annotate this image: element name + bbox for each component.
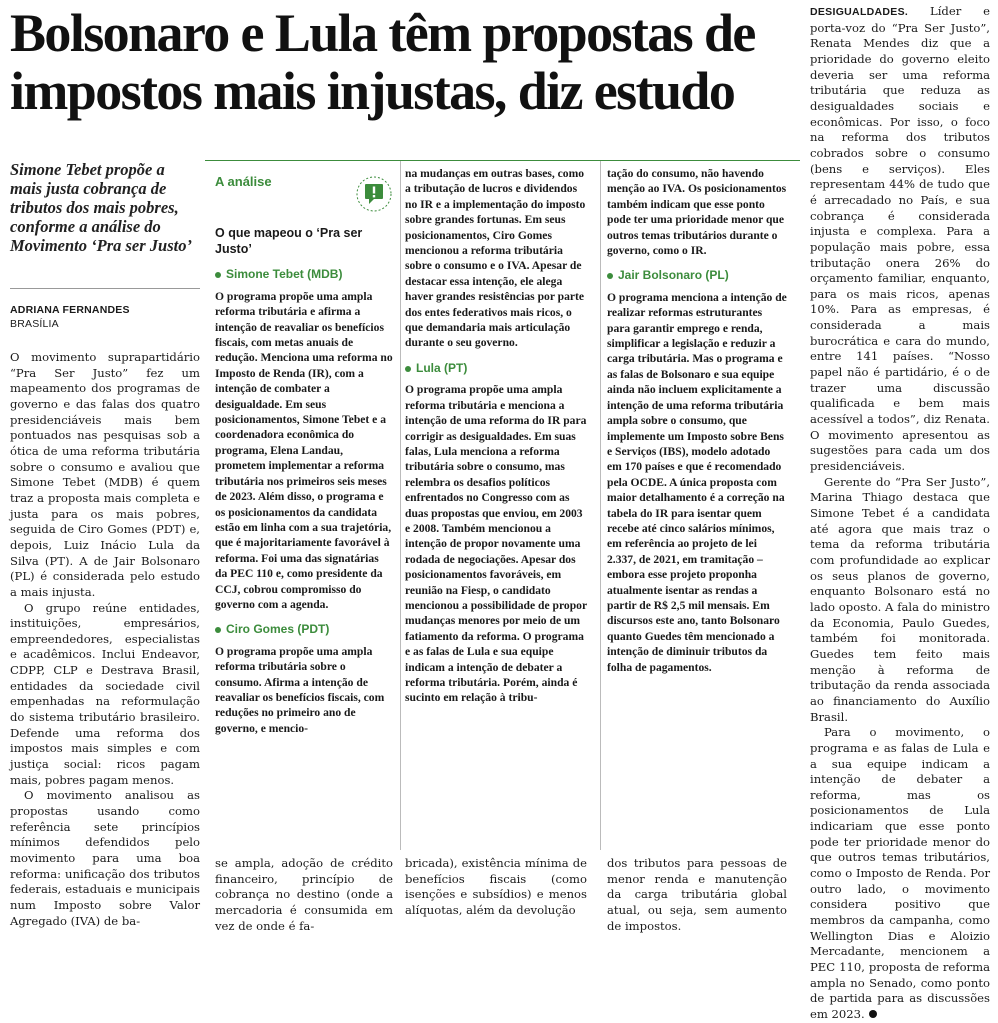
article-column-1 [10, 350, 200, 929]
paragraph: DESIGUALDADES. Líder e porta-voz do “Pra Ser Justo”, Renata Mendes diz que a prioridade do governo eleito deveria ser uma reforma tributária que reduza as desigualdades sociais e econômicas. Por isso, o foco na reforma dos tributos cobrados sobre o consumo (bens e serviços). Eles representam 44% de tudo que é arrecadado no País, e sua cobrança é considerada injusta e complexa. Para a população mais pobre, essa tributação onera 26% do orçamento familiar, enquanto, para os mais ricos, apenas 10%. Para as empresas, é considerada a mais burocrática e cara do mundo, entre 141 países. “Nosso papel não é partidário, é o de trazer uma discussão qualificada e bem mais acessível a todos”, diz Renata. O movimento apresentou as sugestões para cada um dos presidenciáveis. [810, 4, 990, 474]
bullet-dot [405, 366, 411, 372]
analysis-title: O que mapeou o ‘Pra ser Justo’ [215, 226, 363, 257]
bullet-dot [215, 627, 221, 633]
candidate-text-ciro: O programa propõe uma ampla reforma tributária sobre o consumo. Afirma a intenção de reavaliar os benefícios fiscais, com reduções no primeiro ano de governo, e mencio- [215, 644, 385, 735]
section-lead: DESIGUALDADES. [810, 6, 909, 18]
paragraph: O movimento analisou as propostas usando como referência sete princípios mínimos defendidos pelo movimento para uma boa reforma: unificação dos tributos federais, estaduais e municipais num Imposto sobre Valor Agregado (IVA) de ba- [10, 788, 200, 928]
candidate-text-ciro-cont: na mudanças em outras bases, como a tributação de lucros e dividendos no IR e a implementação do imposto sobre grandes fortunas. Em seus posicionamentos, Ciro Gomes mencionou a reforma tributária sobre o consumo e o IVA. Apesar de destacar essa intenção, ele alega haver grandes resistências por parte dos entes federativos mais ricos, o que demandaria mais articulação durante o seu governo. [405, 167, 586, 350]
continued-text-2: bricada), existência mínima de benefícios fiscais (como isenções e subsídios) e menos alíquotas, além da devolução [405, 856, 587, 917]
continued-text-1: se ampla, adoção de crédito financeiro, princípio de cobrança no destino (onde a mercadoria é consumida em vez de onde é fa- [215, 856, 393, 933]
bullet-dot [215, 272, 221, 278]
byline [10, 288, 200, 331]
analysis-column-1 [215, 170, 393, 736]
candidate-text-lula: O programa propõe uma ampla reforma tributária e menciona a intenção de uma reforma do IR para corrigir as desigualdades. Em suas falas, Lula menciona a reforma tributária sobre o consumo, mas relembra os desafios políticos enfrentados no Congresso com as duas propostas que enviou, em 2003 e 2008. Também mencionou a intenção de propor novamente uma rodada de negociações. Apesar dos posicionamentos favoráveis, em reunião na Fiesp, o candidato mencionou a possibilidade de propor mudanças menores por meio de um fatiamento da reforma. O programa e as falas de Lula e sua equipe indicam a intenção de debater a reforma tributária. Porém, ainda é sucinto em relação à tribu- [405, 383, 587, 705]
candidate-text-tebet: O programa propõe uma ampla reforma tributária e afirma a intenção de reavaliar os benefícios fiscais, com metas anuais de redução. Menciona uma reforma no Imposto de Renda (IR), com a intenção de combater a desigualdade. Em seus posicionamentos, Simone Tebet e a coordenadora econômica do programa, Elena Landau, prometem implementar a reforma tributária nos primeiros seis meses de 2023. Além disso, o programa e os posicionamentos da candidata estão em linha com a sua trajetória, que é majoritariamente favorável à reforma. Foi uma das signatárias da PEC 110 e, como presidente da CCJ, cobrou compromisso do governo com a agenda. [215, 289, 393, 611]
paragraph: Gerente do “Pra Ser Justo”, Marina Thiago destaca que Simone Tebet é a candidata até agora que mais traz o tema da reforma tributária com profundidade ao explicar os seus planos de governo, enquanto Bolsonaro está no lado oposto. A fala do ministro da Economia, Paulo Guedes, também foi monitorada. Guedes tem feito mais menção à reforma de tributação da renda associada ao financiamento do Auxílio Brasil. [810, 474, 990, 724]
analysis-column-2 [405, 166, 587, 706]
candidate-text-bolsonaro: O programa menciona a intenção de realizar reformas estruturantes para garantir emprego e renda, simplificar a legislação e reduzir a carga tributária. Mas o programa e as falas de Bolsonaro e sua equipe ainda não incluem explicitamente a intenção de uma reforma tributária ampla sobre o consumo, que implemente um Imposto sobre Bens e Serviços (IBS), modelo adotado em 170 países e que é recomendado pela OCDE. A única proposta com maior detalhamento é a correção na tabela do IR para isentar quem recebe até cinco salários mínimos, em referência ao projeto de lei 2.337, de 2021, em tramitação – embora esse projeto proponha atualmente isentar as rendas a partir de R$ 2,5 mil mensais. Em discursos este ano, tanto Bolsonaro quanto Guedes têm mencionado a intenção de diminuir tributos da folha de pagamentos. [607, 290, 787, 674]
article-column-5 [810, 4, 990, 1023]
column-divider [400, 161, 401, 850]
analysis-header: A análise [215, 174, 272, 189]
headline: Bolsonaro e Lula têm propostas de impostos mais injustas, diz estudo [10, 3, 755, 121]
end-mark-icon [869, 1010, 877, 1018]
candidate-label-bolsonaro: Jair Bolsonaro (PL) [607, 268, 787, 283]
author-name: ADRIANA FERNANDES [10, 304, 130, 316]
paragraph: Para o movimento, o programa e as falas de Lula e a sua equipe indicam a intenção de debater a reforma, mas os posicionamentos de Lula indicariam que esse ponto pode ter prioridade menor do que outros temas tributários, como o Imposto de Renda. Por outro lado, o movimento considera positivo que membros da campanha, como Wellington Dias e Aloizio Mercadante, mencionem a PEC 110, proposta de reforma ampla no Senado, como ponto de partida para as discussões em 2023. [810, 725, 990, 1021]
subheadline: Simone Tebet propõe a mais justa cobrança de tributos dos mais pobres, conforme a análise do Movimento ‘Pra ser Justo’ [10, 160, 192, 255]
dateline-city: BRASÍLIA [10, 318, 59, 330]
continued-text-3: dos tributos para pessoas de menor renda e manutenção da carga tributária global atual, ou seja, sem aumento de impostos. [607, 856, 787, 933]
column-divider [600, 161, 601, 850]
analysis-column-3 [607, 166, 787, 675]
paragraph: O grupo reúne entidades, instituições, empresários, empreendedores, especialistas e acadêmicos. Inclui Endeavor, CDPP, CLP e Destrava Brasil, entidades da sociedade civil empenhadas na reformulação do sistema tributário brasileiro. Defende uma reforma dos impostos mais simples e com justiça social: ricos pagam mais, pobres pagam menos. [10, 600, 200, 787]
candidate-label-lula: Lula (PT) [405, 361, 587, 376]
paragraph: O movimento suprapartidário “Pra Ser Justo” fez um mapeamento dos programas de governo e das falas dos quatro presidenciáveis mais bem pontuados nas pesquisas sob a ótica de uma reforma tributária sobre o consumo e avaliou que Simone Tebet (MDB) é quem traz a proposta mais completa e justa para os mais pobres, seguida de Ciro Gomes (PDT) e, depois, Luiz Inácio Lula da Silva (PT). A de Jair Bolsonaro (PL) é considerada pelo estudo a mais injusta. [10, 350, 200, 599]
candidate-text-lula-cont: tação do consumo, não havendo menção ao IVA. Os posicionamentos também indicam que esse ponto pode ter uma prioridade menor que outros temas tributários durante o governo, como o IR. [607, 167, 787, 258]
bullet-dot [607, 273, 613, 279]
candidate-label-ciro: Ciro Gomes (PDT) [215, 622, 393, 637]
candidate-label-tebet: Simone Tebet (MDB) [215, 267, 393, 282]
